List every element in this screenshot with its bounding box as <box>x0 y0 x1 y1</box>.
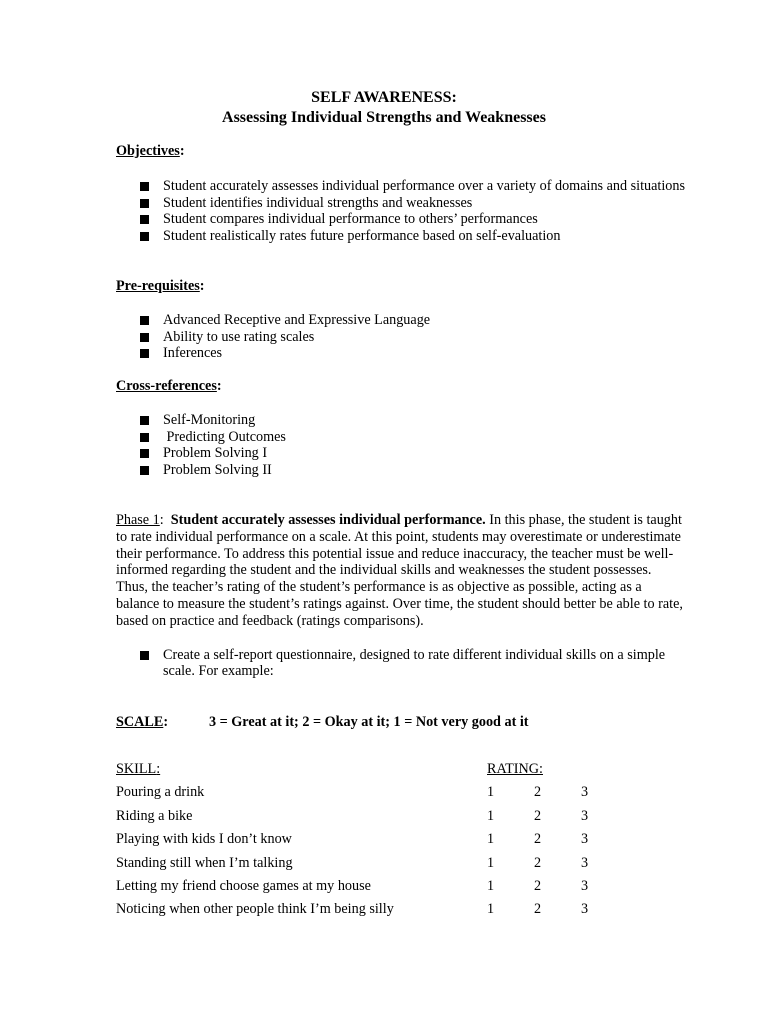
table-row: Standing still when I’m talking 1 2 3 <box>116 854 589 871</box>
list-item: Predicting Outcomes <box>116 429 686 446</box>
phase1-section <box>116 512 686 680</box>
list-item: Student accurately assesses individual performance over a variety of domains and situations <box>116 178 686 195</box>
list-item: Advanced Receptive and Expressive Language <box>116 312 686 329</box>
square-bullet-icon <box>140 333 149 342</box>
list-item: Student compares individual performance to others’ performances <box>116 211 686 228</box>
list-item: Problem Solving I <box>116 445 686 462</box>
list-item: Self-Monitoring <box>116 412 686 429</box>
objectives-section <box>116 143 686 245</box>
list-item: Create a self-report questionnaire, designed to rate different individual skills on a simple scale. For example: <box>116 647 686 681</box>
phase1-list <box>116 647 686 681</box>
square-bullet-icon <box>140 215 149 224</box>
square-bullet-icon <box>140 316 149 325</box>
table-row: Playing with kids I don’t know 1 2 3 <box>116 831 589 848</box>
rating-column-header: RATING: <box>487 761 543 777</box>
square-bullet-icon <box>140 416 149 425</box>
list-item: Inferences <box>116 345 686 362</box>
crossrefs-section <box>116 378 686 479</box>
square-bullet-icon <box>140 466 149 475</box>
list-item: Student realistically rates future performance based on self-evaluation <box>116 228 686 245</box>
square-bullet-icon <box>140 651 149 660</box>
phase1-label: Phase 1 <box>116 512 160 528</box>
square-bullet-icon <box>140 449 149 458</box>
list-item: Ability to use rating scales <box>116 329 686 346</box>
square-bullet-icon <box>140 199 149 208</box>
skills-table <box>116 761 616 925</box>
table-row: Riding a bike 1 2 3 <box>116 807 589 824</box>
scale-label: SCALE <box>116 714 164 730</box>
skills-table-header <box>116 761 616 784</box>
objectives-heading: Objectives: <box>116 143 185 159</box>
phase1-body: In this phase, the student is taught to rate individual performance on a scale. At this point, students may overestimate or underestimate their performance. To address this potential issue and reduce inaccuracy, the teacher must be well-informed regarding the student and the individual skills and weaknesses the student possesses. Thus, the teacher’s rating of the student’s performance is as objective as possible, acting as a balance to measure the student’s ratings against. Over time, the student should better be able to rate, based on practice and feedback (ratings comparisons). <box>116 512 683 629</box>
phase1-paragraph: Phase 1: Student accurately assesses individual performance. In this phase, the student is taught to rate individual performance on a scale. At this point, students may overestimate or underestimate their performance. To address this potential issue and reduce inaccuracy, the teacher must be well-informed regarding the student and the individual skills and weaknesses the student possesses. Thus, the teacher’s rating of the student’s performance is as objective as possible, acting as a balance to measure the student’s ratings against. Over time, the student should better be able to rate, based on practice and feedback (ratings comparisons). <box>116 512 683 629</box>
square-bullet-icon <box>140 232 149 241</box>
page-subtitle: Assessing Individual Strengths and Weaknesses <box>222 109 546 126</box>
page-title: SELF AWARENESS: <box>311 89 457 106</box>
table-row: Letting my friend choose games at my house 1 2 3 <box>116 877 589 894</box>
crossrefs-heading: Cross-references: <box>116 378 222 394</box>
square-bullet-icon <box>140 433 149 442</box>
skill-column-header: SKILL: <box>116 761 161 777</box>
prerequisites-heading: Pre-requisites: <box>116 278 205 294</box>
prerequisites-list <box>116 312 686 362</box>
crossrefs-list <box>116 412 686 479</box>
square-bullet-icon <box>140 349 149 358</box>
objectives-list <box>116 178 686 245</box>
phase1-title: Student accurately assesses individual performance. <box>170 512 486 528</box>
list-item: Student identifies individual strengths and weaknesses <box>116 195 686 212</box>
list-item: Problem Solving II <box>116 462 686 479</box>
table-row: Pouring a drink 1 2 3 <box>116 784 589 801</box>
prerequisites-section <box>116 278 686 362</box>
title-block <box>0 88 768 128</box>
square-bullet-icon <box>140 182 149 191</box>
table-row: Noticing when other people think I’m being silly 1 2 3 <box>116 901 589 918</box>
scale-row: SCALE: 3 = Great at it; 2 = Okay at it; 1 = Not very good at it <box>116 714 529 730</box>
scale-text: 3 = Great at it; 2 = Okay at it; 1 = Not very good at it <box>209 714 529 730</box>
